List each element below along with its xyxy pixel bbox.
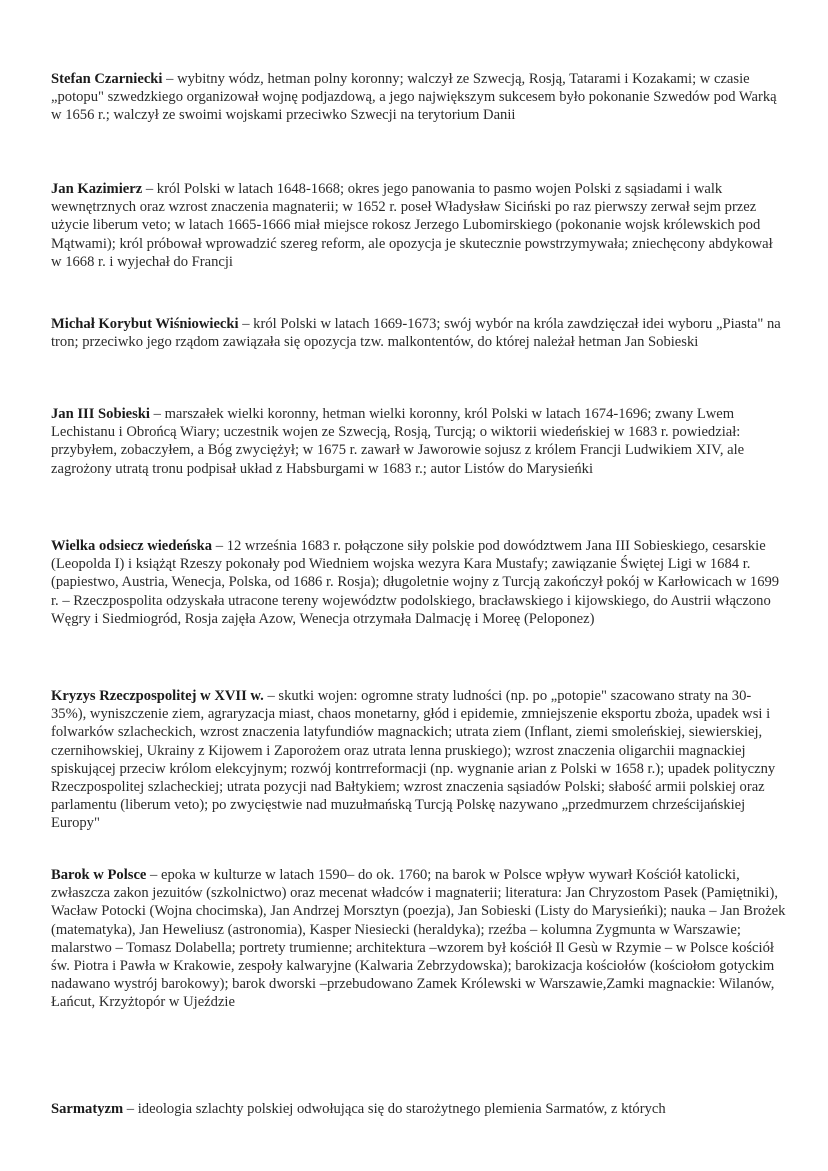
entry-term: Wielka odsiecz wiedeńska (51, 538, 213, 554)
entry-sarmatyzm (51, 1100, 786, 1118)
entry-term: Jan Kazimierz (51, 181, 143, 197)
entry-term: Michał Korybut Wiśniowiecki (51, 316, 239, 332)
entry-term: Barok w Polsce (51, 867, 147, 883)
entry-michal-korybut-wisniowiecki (51, 315, 786, 351)
entry-text: – król Polski w latach 1669-1673; swój wybór na króla zawdzięczał idei wyboru „Piasta" na tron; przeciwko jego rządom zawiązała się opozycja tzw. malkontentów, do której należał hetman Jan Sobieski (51, 316, 781, 351)
entry-term: Sarmatyzm (51, 1101, 124, 1117)
entry-text: – wybitny wódz, hetman polny koronny; walczył ze Szwecją, Rosją, Tatarami i Kozakami; w czasie „potopu" szwedzkiego organizował wojnę podjazdową, a jego największym sukcesem było pokonanie Szwedów pod Warką w 1656 r.; walczył ze swoimi wojskami przeciwko Szwecji na terytorium Danii (51, 71, 777, 124)
entry-text: – epoka w kulturze w latach 1590– do ok. 1760; na barok w Polsce wpływ wywarł Kościół katolicki, zwłaszcza zakon jezuitów (szkolnictwo) oraz mecenat władców i magnaterii; literatura: Jan Chryzostom Pasek (Pamiętniki), Wacław Potocki (Wojna chocimska), Jan Andrzej Morsztyn (poezja), Jan Sobieski (Listy do Marysieńki); nauka – Jan Brożek (matematyka), Jan Heweliusz (astronomia), Kasper Niesiecki (heraldyka); rzeźba – kolumna Zygmunta w Warszawie; malarstwo – Tomasz Dolabella; portrety trumienne; architektura –wzorem był kościół Il Gesù w Rzymie – w Polsce kościół św. Piotra i Pawła w Krakowie, zespoły kalwaryjne (Kalwaria Zebrzydowska); barokizacja kościołów (kościołom gotyckim nadawano wystrój barokowy); barok dworski –przebudowano Zamek Królewski w Warszawie,Zamki magnackie: Wilanów, Łańcut, Krzyżtopór w Ujeździe (51, 867, 786, 1011)
entry-text: – król Polski w latach 1648-1668; okres jego panowania to pasmo wojen Polski z sąsiadami i walk wewnętrznych oraz wzrost znaczenia magnaterii; w 1652 r. poseł Władysław Siciński po raz pierwszy zerwał sejm przez użycie liberum veto; w latach 1665-1666 miał miejsce rokosz Jerzego Lubomirskiego (pokonanie wojsk królewskich pod Mątwami); król próbował wprowadzić szereg reform, ale opozycja je skutecznie powstrzymywała; zniechęcony abdykował w 1668 r. i wyjechał do Francji (51, 181, 773, 270)
entry-text: – skutki wojen: ogromne straty ludności (np. po „potopie" szacowano straty na 30-35%), wyniszczenie ziem, agraryzacja miast, chaos monetarny, głód i epidemie, zmniejszenie eksportu zboża, upadek wsi i folwarków szlacheckich, wzrost znaczenia latyfundiów magnackich; utrata ziem (Inflant, ziemi smoleńskiej, siewierskiej, czernihowskiej, Ukrainy z Kijowem i Zaporożem oraz utrata lenna pruskiego); wzrost znaczenia oligarchii magnackiej spiskującej przeciw królom elekcyjnym; rozwój kontrreformacji (np. wygnanie arian z Polski w 1658 r.); upadek polityczny Rzeczpospolitej szlacheckiej; utrata pozycji nad Bałtykiem; wzrost znaczenia sąsiadów Polski; słabość armii polskiej oraz parlamentu (liberum veto); po zwycięstwie nad muzułmańską Turcją Polskę nazywano „przedmurzem chrześcijańskiej Europy" (51, 688, 776, 832)
entry-barok-w-polsce (51, 866, 786, 1012)
entry-term: Stefan Czarniecki (51, 71, 163, 87)
entry-jan-kazimierz (51, 180, 786, 271)
entry-kryzys-rzeczpospolitej (51, 687, 786, 833)
entry-text: – 12 września 1683 r. połączone siły polskie pod dowództwem Jana III Sobieskiego, cesarskie (Leopolda I) i książąt Rzeszy pokonały pod Wiedniem wojska wezyra Kara Mustafy; zawiązanie Świętej Ligi w 1684 r. (papiestwo, Austria, Wenecja, Polska, od 1686 r. Rosja); długoletnie wojny z Turcją zakończył pokój w Karłowicach w 1699 r. – Rzeczpospolita odzyskała utracone tereny województw podolskiego, bracławskiego i kijowskiego, do Austrii włączono Węgry i Siedmiogród, Rosja zajęła Azow, Wenecja otrzymała Dalmację i Moreę (Peloponez) (51, 538, 780, 627)
entry-wielka-odsiecz-wiedenska (51, 537, 786, 628)
entry-jan-iii-sobieski (51, 405, 786, 478)
entry-term: Kryzys Rzeczpospolitej w XVII w. (51, 688, 264, 704)
entry-text: – marszałek wielki koronny, hetman wielki koronny, król Polski w latach 1674-1696; zwany Lwem Lechistanu i Obrońcą Wiary; uczestnik wojen ze Szwecją, Rosją, Turcją; o wiktorii wiedeńskiej w 1683 r. powiedział: przybyłem, zobaczyłem, a Bóg zwyciężył; w 1675 r. zawarł w Jaworowie sojusz z królem Francji Ludwikiem XIV, ale zagrożony utratą tronu podpisał układ z Habsburgami w 1683 r.; autor Listów do Marysieńki (51, 406, 745, 477)
entry-term: Jan III Sobieski (51, 406, 150, 422)
entry-text: – ideologia szlachty polskiej odwołująca się do starożytnego plemienia Sarmatów, z których (123, 1101, 666, 1117)
entry-stefan-czarniecki (51, 70, 786, 125)
